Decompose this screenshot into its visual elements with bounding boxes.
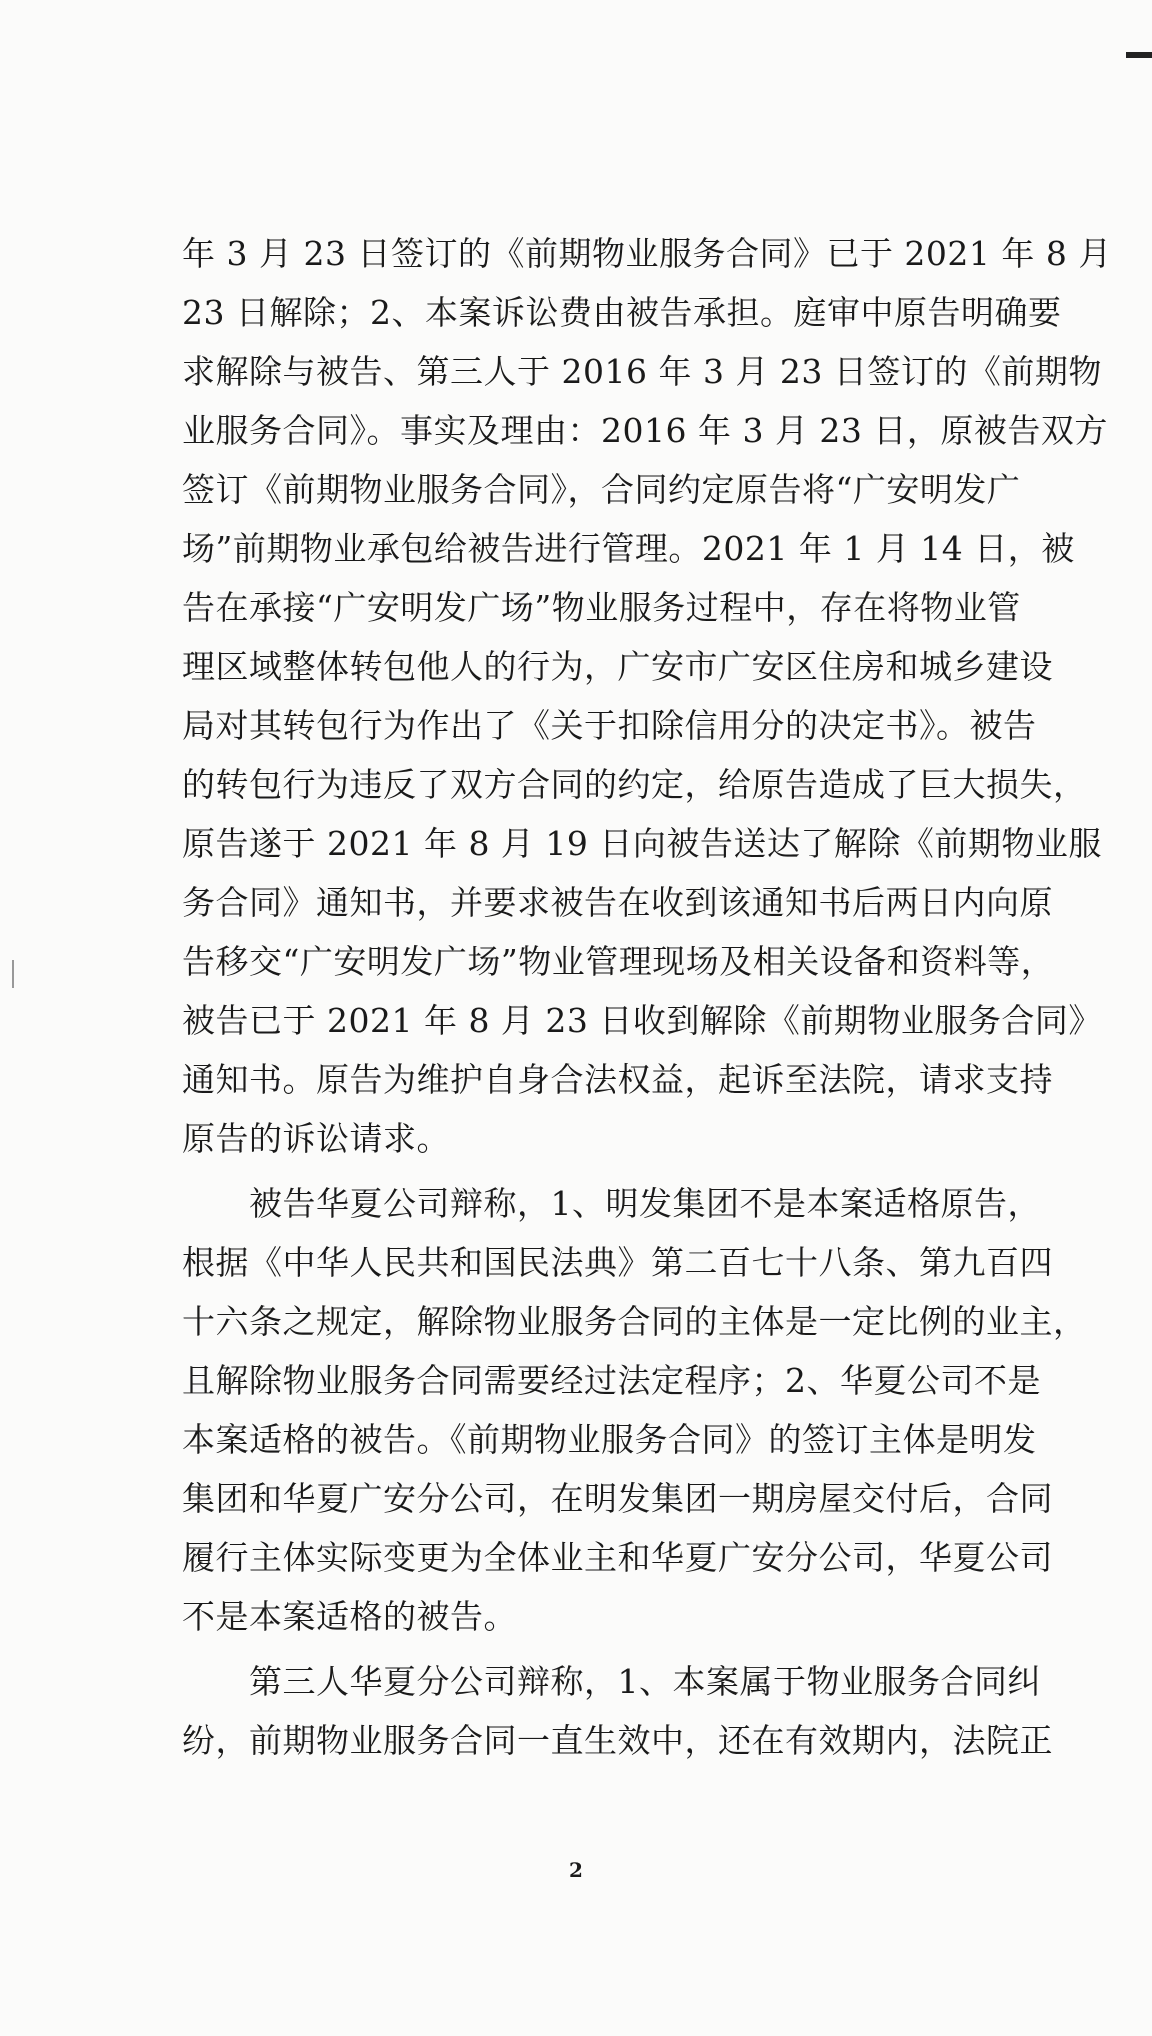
- body-line: 务合同》通知书，并要求被告在收到该通知书后两日内向原: [182, 883, 1053, 922]
- body-line: 履行主体实际变更为全体业主和华夏广安分公司，华夏公司: [182, 1538, 1053, 1577]
- document-body: [182, 224, 1122, 1770]
- body-line: 理区域整体转包他人的行为，广安市广安区住房和城乡建设: [182, 647, 1053, 686]
- body-line: 纷，前期物业服务合同一直生效中，还在有效期内，法院正: [182, 1721, 1053, 1760]
- body-line: 业服务合同》。事实及理由：2016 年 3 月 23 日，原被告双方: [182, 411, 1108, 450]
- body-line: 第三人华夏分公司辩称，1、本案属于物业服务合同纠: [182, 1662, 1041, 1701]
- body-line: 原告遂于 2021 年 8 月 19 日向被告送达了解除《前期物业服: [182, 824, 1102, 863]
- page-number: 2: [569, 1858, 583, 1882]
- body-line: 通知书。原告为维护自身合法权益，起诉至法院，请求支持: [182, 1060, 1053, 1099]
- body-line: 年 3 月 23 日签订的《前期物业服务合同》已于 2021 年 8 月: [182, 234, 1112, 273]
- body-line: 的转包行为违反了双方合同的约定，给原告造成了巨大损失，: [182, 765, 1087, 804]
- body-line: 告在承接“广安明发广场”物业服务过程中，存在将物业管: [182, 588, 1021, 627]
- body-line: 被告已于 2021 年 8 月 23 日收到解除《前期物业服务合同》: [182, 1001, 1102, 1040]
- scan-corner-mark: [1126, 52, 1152, 58]
- body-line: 局对其转包行为作出了《关于扣除信用分的决定书》。被告: [182, 706, 1037, 745]
- body-line: 被告华夏公司辩称，1、明发集团不是本案适格原告，: [182, 1184, 1041, 1223]
- body-line: 签订《前期物业服务合同》，合同约定原告将“广安明发广: [182, 470, 1021, 509]
- body-line: 且解除物业服务合同需要经过法定程序；2、华夏公司不是: [182, 1361, 1041, 1400]
- body-line: 集团和华夏广安分公司，在明发集团一期房屋交付后，合同: [182, 1479, 1053, 1518]
- body-line: 不是本案适格的被告。: [182, 1597, 517, 1636]
- body-line: 场”前期物业承包给被告进行管理。2021 年 1 月 14 日，被: [182, 529, 1075, 568]
- body-line: 告移交“广安明发广场”物业管理现场及相关设备和资料等，: [182, 942, 1055, 981]
- body-line: 十六条之规定，解除物业服务合同的主体是一定比例的业主，: [182, 1302, 1087, 1341]
- body-line: 求解除与被告、第三人于 2016 年 3 月 23 日签订的《前期物: [182, 352, 1102, 391]
- body-line: 本案适格的被告。《前期物业服务合同》的签订主体是明发: [182, 1420, 1037, 1459]
- scan-side-mark: [12, 960, 14, 988]
- body-line: 根据《中华人民共和国民法典》第二百七十八条、第九百四: [182, 1243, 1053, 1282]
- body-line: 23 日解除；2、本案诉讼费由被告承担。庭审中原告明确要: [182, 293, 1062, 332]
- body-line: 原告的诉讼请求。: [182, 1119, 450, 1158]
